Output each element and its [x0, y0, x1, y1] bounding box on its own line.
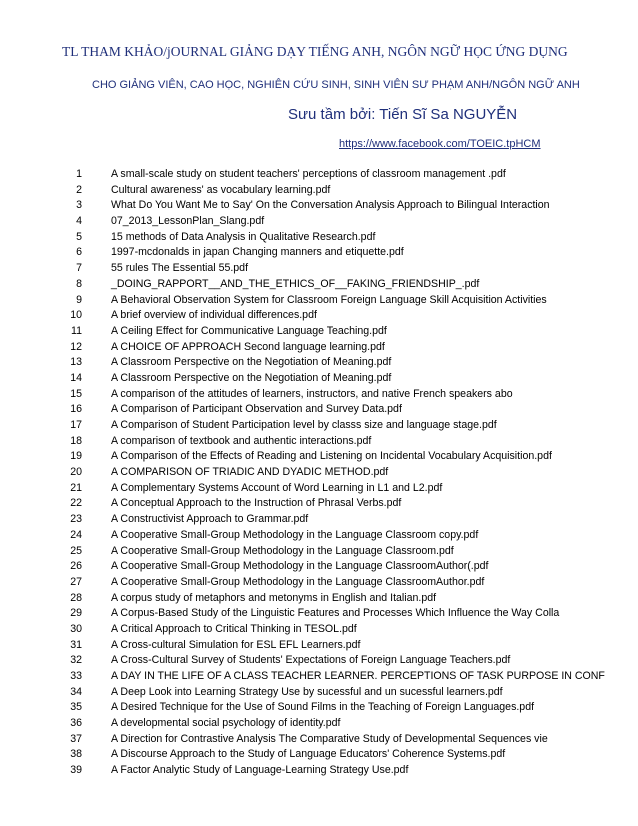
list-item-filename: A Cross-Cultural Survey of Students' Expectations of Foreign Language Teachers.pdf: [111, 654, 511, 667]
list-item: [0, 246, 638, 262]
list-item: [0, 545, 638, 561]
list-item-filename: A Conceptual Approach to the Instruction of Phrasal Verbs.pdf: [111, 497, 402, 510]
list-item: [0, 607, 638, 623]
list-item-number: 18: [70, 434, 82, 447]
list-item: [0, 450, 638, 466]
list-item: [0, 168, 638, 184]
list-item-filename: A Cooperative Small-Group Methodology in the Language ClassroomAuthor.pdf: [111, 575, 485, 588]
list-item: [0, 686, 638, 702]
list-item-number: 30: [70, 622, 82, 635]
list-item-filename: What Do You Want Me to Say' On the Conversation Analysis Approach to Bilingual Interaction: [111, 199, 550, 212]
list-item-number: 24: [70, 528, 82, 541]
list-item-filename: A COMPARISON OF TRIADIC AND DYADIC METHOD.pdf: [111, 466, 389, 479]
list-item-filename: A comparison of textbook and authentic interactions.pdf: [111, 434, 372, 447]
file-list: [0, 168, 638, 780]
list-item-filename: A Cooperative Small-Group Methodology in the Language Classroom.pdf: [111, 544, 454, 557]
list-item-number: 31: [70, 638, 82, 651]
list-item-filename: A Classroom Perspective on the Negotiation of Meaning.pdf: [111, 371, 392, 384]
list-item-number: 38: [70, 748, 82, 761]
list-item-filename: A Constructivist Approach to Grammar.pdf: [111, 513, 309, 526]
list-item: [0, 670, 638, 686]
list-item-filename: _DOING_RAPPORT__AND_THE_ETHICS_OF__FAKING_FRIENDSHIP_.pdf: [111, 277, 480, 290]
list-item-number: 39: [70, 764, 82, 777]
document-title: TL THAM KHẢO/jOURNAL GIẢNG DẠY TIẾNG ANH, NGÔN NGỮ HỌC ỨNG DỤNG: [62, 44, 568, 59]
list-item-filename: A Discourse Approach to the Study of Language Educators' Coherence Systems.pdf: [111, 748, 506, 761]
list-item-filename: 55 rules The Essential 55.pdf: [111, 262, 249, 275]
list-item-number: 11: [71, 324, 82, 337]
list-item-filename: A Ceiling Effect for Communicative Language Teaching.pdf: [111, 324, 387, 337]
list-item-filename: A small-scale study on student teachers' perceptions of classroom management .pdf: [111, 168, 506, 180]
list-item-number: 5: [76, 230, 82, 243]
list-item: [0, 215, 638, 231]
list-item-filename: A Desired Technique for the Use of Sound Films in the Teaching of Foreign Languages.pdf: [111, 701, 535, 714]
list-item: [0, 435, 638, 451]
list-item: [0, 482, 638, 498]
list-item: [0, 764, 638, 780]
collector-credit: Sưu tầm bởi: Tiến Sĩ Sa NGUYỄN: [288, 106, 518, 123]
list-item: [0, 199, 638, 215]
list-item: [0, 701, 638, 717]
list-item-number: 16: [70, 403, 82, 416]
list-item: [0, 639, 638, 655]
list-item-number: 23: [70, 513, 82, 526]
list-item-filename: A Deep Look into Learning Strategy Use by sucessful and un sucessful learners.pdf: [111, 685, 503, 698]
list-item-filename: A Direction for Contrastive Analysis The Comparative Study of Developmental Sequences vie: [111, 732, 548, 745]
list-item-number: 27: [70, 575, 82, 588]
list-item-number: 15: [70, 387, 82, 400]
list-item-number: 35: [70, 701, 82, 714]
list-item: [0, 529, 638, 545]
list-item: [0, 623, 638, 639]
list-item: [0, 184, 638, 200]
list-item: [0, 419, 638, 435]
list-item-number: 9: [76, 293, 82, 306]
list-item: [0, 262, 638, 278]
list-item-number: 34: [70, 685, 82, 698]
list-item: [0, 278, 638, 294]
list-item: [0, 560, 638, 576]
list-item-number: 8: [76, 277, 82, 290]
list-item: [0, 372, 638, 388]
list-item-number: 6: [76, 246, 82, 259]
list-item-filename: A brief overview of individual differences.pdf: [111, 309, 317, 322]
list-item-number: 26: [70, 560, 82, 573]
document-subtitle: CHO GIẢNG VIÊN, CAO HỌC, NGHIÊN CỨU SINH, SINH VIÊN SƯ PHẠM ANH/NGÔN NGỮ ANH: [92, 79, 580, 91]
list-item: [0, 403, 638, 419]
list-item-number: 4: [76, 215, 82, 228]
list-item-filename: A DAY IN THE LIFE OF A CLASS TEACHER LEARNER. PERCEPTIONS OF TASK PURPOSE IN CONF: [111, 670, 605, 682]
list-item-number: 3: [76, 199, 82, 212]
facebook-link[interactable]: https://www.facebook.com/TOEIC.tpHCM: [339, 138, 541, 150]
list-item: [0, 388, 638, 404]
list-item-filename: A developmental social psychology of identity.pdf: [111, 717, 341, 730]
list-item: [0, 325, 638, 341]
list-item-number: 21: [70, 481, 82, 494]
list-item: [0, 576, 638, 592]
list-item-number: 13: [70, 356, 82, 369]
list-item-filename: Cultural awareness' as vocabulary learning.pdf: [111, 183, 331, 196]
list-item-number: 33: [70, 670, 82, 682]
list-item-number: 36: [70, 717, 82, 730]
list-item-number: 19: [70, 450, 82, 463]
list-item: [0, 733, 638, 749]
list-item-number: 17: [70, 419, 82, 431]
list-item-number: 29: [70, 607, 82, 620]
list-item-filename: A CHOICE OF APPROACH Second language learning.pdf: [111, 340, 385, 353]
list-item-filename: A Cross-cultural Simulation for ESL EFL Learners.pdf: [111, 638, 361, 651]
list-item-number: 14: [70, 371, 82, 384]
list-item-filename: A Behavioral Observation System for Classroom Foreign Language Skill Acquisition Activities: [111, 293, 547, 306]
list-item-number: 2: [76, 183, 82, 196]
list-item: [0, 294, 638, 310]
list-item-number: 25: [70, 544, 82, 557]
list-item: [0, 497, 638, 513]
list-item-number: 22: [70, 497, 82, 510]
list-item-filename: A corpus study of metaphors and metonyms in English and Italian.pdf: [111, 591, 437, 604]
list-item-number: 7: [76, 262, 82, 275]
list-item-filename: A Factor Analytic Study of Language-Learning Strategy Use.pdf: [111, 764, 409, 777]
list-item-filename: A Cooperative Small-Group Methodology in the Language ClassroomAuthor(.pdf: [111, 560, 489, 573]
list-item: [0, 654, 638, 670]
list-item-filename: A Comparison of Student Participation level by classs size and language stage.pdf: [111, 419, 497, 431]
list-item: [0, 513, 638, 529]
list-item: [0, 748, 638, 764]
list-item-number: 12: [70, 340, 82, 353]
list-item-number: 37: [70, 732, 82, 745]
list-item-filename: A Complementary Systems Account of Word Learning in L1 and L2.pdf: [111, 481, 443, 494]
list-item-filename: A comparison of the attitudes of learners, instructors, and native French speakers abo: [111, 387, 513, 400]
list-item-filename: A Classroom Perspective on the Negotiation of Meaning.pdf: [111, 356, 392, 369]
list-item: [0, 341, 638, 357]
list-item: [0, 356, 638, 372]
list-item-filename: 1997-mcdonalds in japan Changing manners and etiquette.pdf: [111, 246, 404, 259]
list-item-number: 1: [76, 168, 82, 180]
list-item-filename: A Critical Approach to Critical Thinking in TESOL.pdf: [111, 622, 357, 635]
list-item-number: 28: [70, 591, 82, 604]
list-item-filename: A Cooperative Small-Group Methodology in the Language Classroom copy.pdf: [111, 528, 479, 541]
list-item: [0, 466, 638, 482]
list-item-filename: 07_2013_LessonPlan_Slang.pdf: [111, 215, 265, 228]
list-item-filename: A Comparison of Participant Observation and Survey Data.pdf: [111, 403, 402, 416]
list-item-filename: A Corpus-Based Study of the Linguistic Features and Processes Which Influence the Way Colla: [111, 607, 560, 620]
list-item-number: 32: [70, 654, 82, 667]
list-item-number: 10: [70, 309, 82, 322]
list-item: [0, 717, 638, 733]
list-item: [0, 231, 638, 247]
list-item: [0, 309, 638, 325]
list-item: [0, 592, 638, 608]
list-item-filename: A Comparison of the Effects of Reading and Listening on Incidental Vocabulary Acquisition.pdf: [111, 450, 552, 463]
list-item-filename: 15 methods of Data Analysis in Qualitative Research.pdf: [111, 230, 376, 243]
list-item-number: 20: [70, 466, 82, 479]
